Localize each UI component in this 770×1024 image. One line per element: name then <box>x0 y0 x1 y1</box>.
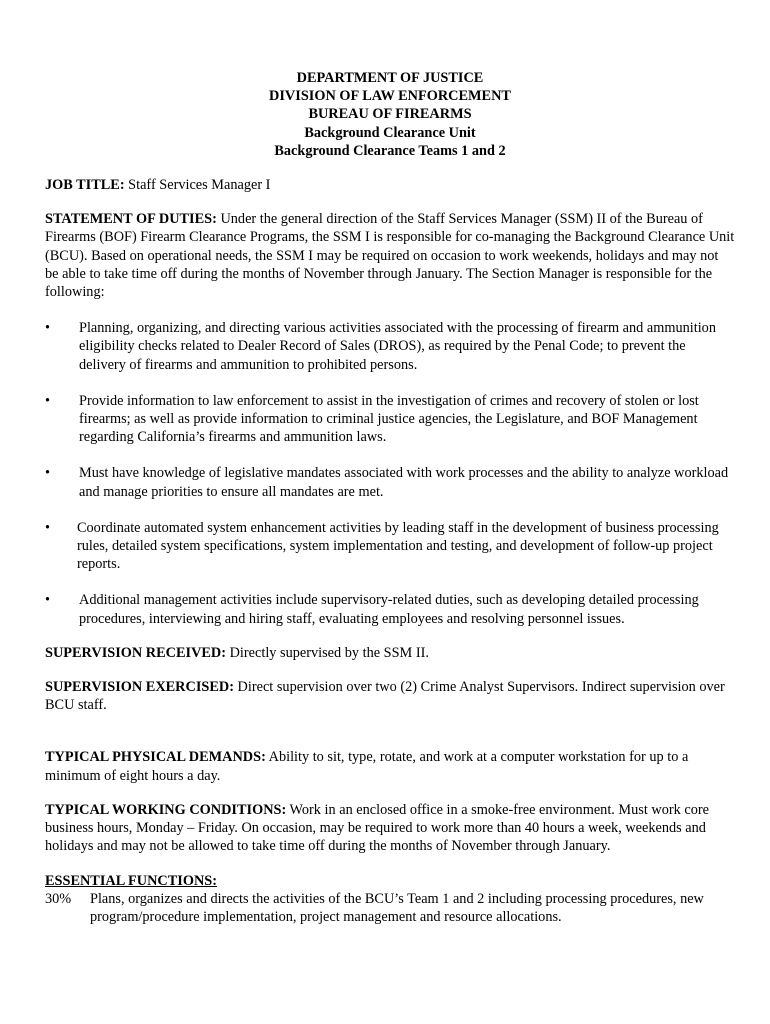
header-division: DIVISION OF LAW ENFORCEMENT <box>269 88 511 105</box>
physical-demands-label: TYPICAL PHYSICAL DEMANDS: <box>45 749 266 766</box>
document-page <box>45 69 735 926</box>
working-conditions-text: Work in an enclosed office in a smoke-free environment. Must work core business hours, Monday – Friday. On occasion, may be required to work more than 40 hours a week, weekends and holidays and may not be allowed to take time off during the months of November through January. <box>45 801 709 855</box>
statement-of-duties-section <box>45 210 735 301</box>
supervision-exercised-label: SUPERVISION EXERCISED: <box>45 679 234 696</box>
duties-list <box>45 319 735 628</box>
list-item <box>45 319 735 374</box>
statement-text: Under the general direction of the Staff Services Manager (SSM) II of the Bureau of Firearms (BOF) Firearm Clearance Programs, the SSM I is responsible for co-managing the Background Clearance Unit (BCU). Based on operational needs, the SSM I may be required on occasion to work weekends, holidays and may not be able to take time off during the months of November through January. The Section Manager is responsible for the following: <box>45 211 735 301</box>
list-item <box>45 392 735 447</box>
supervision-exercised-section <box>45 678 735 714</box>
physical-demands-section <box>45 748 735 784</box>
duty-text: Provide information to law enforcement to assist in the investigation of crimes and recovery of stolen or lost firearms; as well as provide information to criminal justice agencies, the Legislature, and BOF Management regarding California’s firearms and ammunition laws. <box>79 392 699 446</box>
bullet-icon: • <box>45 519 51 536</box>
duty-text: Additional management activities include supervisory-related duties, such as developing detailed processing procedures, interviewing and hiring staff, evaluating employees and resolving personnel issues. <box>79 592 699 627</box>
statement-label: STATEMENT OF DUTIES: <box>45 211 217 228</box>
supervision-received-label: SUPERVISION RECEIVED: <box>45 644 227 661</box>
document-header <box>45 69 735 160</box>
supervision-received-text: Directly supervised by the SSM II. <box>226 644 429 661</box>
duty-text: Planning, organizing, and directing various activities associated with the processing of firearm and ammunition eligibility checks related to Dealer Record of Sales (DROS), as required by the Penal Code; to prevent the delivery of firearms and ammunition to prohibited persons. <box>79 320 716 373</box>
job-title-section <box>45 176 735 194</box>
list-item <box>45 519 735 574</box>
physical-demands-text: Ability to sit, type, rotate, and work at a computer workstation for up to a minimum of eight hours a day. <box>45 749 689 784</box>
job-title-label: JOB TITLE: <box>45 177 125 194</box>
header-department: DEPARTMENT OF JUSTICE <box>296 70 484 86</box>
duty-text: Must have knowledge of legislative mandates associated with work processes and the ability to analyze workload and manage priorities to ensure all mandates are met. <box>79 465 729 500</box>
bullet-icon: • <box>45 592 51 609</box>
bullet-icon: • <box>45 392 51 409</box>
working-conditions-label: TYPICAL WORKING CONDITIONS: <box>45 801 287 818</box>
header-teams: Background Clearance Teams 1 and 2 <box>274 142 506 159</box>
essential-function-text: Plans, organizes and directs the activities of the BCU’s Team 1 and 2 including processing procedures, new program/procedure implementation, project management and resource allocations. <box>90 890 704 925</box>
supervision-exercised-text: Direct supervision over two (2) Crime Analyst Supervisors. Indirect supervision over BCU staff. <box>45 679 725 714</box>
list-item <box>45 591 735 627</box>
bullet-icon: • <box>45 465 51 482</box>
essential-functions-title: ESSENTIAL FUNCTIONS: <box>45 872 218 889</box>
header-unit: Background Clearance Unit <box>304 124 476 141</box>
working-conditions-section <box>45 801 735 856</box>
essential-function-percent: 30% <box>45 890 72 907</box>
supervision-received-section <box>45 644 735 662</box>
job-title-value: Staff Services Manager I <box>124 177 271 194</box>
header-bureau: BUREAU OF FIREARMS <box>308 106 472 123</box>
essential-function-row <box>45 890 735 926</box>
bullet-icon: • <box>45 320 51 337</box>
list-item <box>45 464 735 500</box>
duty-text: Coordinate automated system enhancement activities by leading staff in the development of business processing rules, detailed system specifications, system implementation and testing, and development of follow-up project reports. <box>77 519 719 573</box>
